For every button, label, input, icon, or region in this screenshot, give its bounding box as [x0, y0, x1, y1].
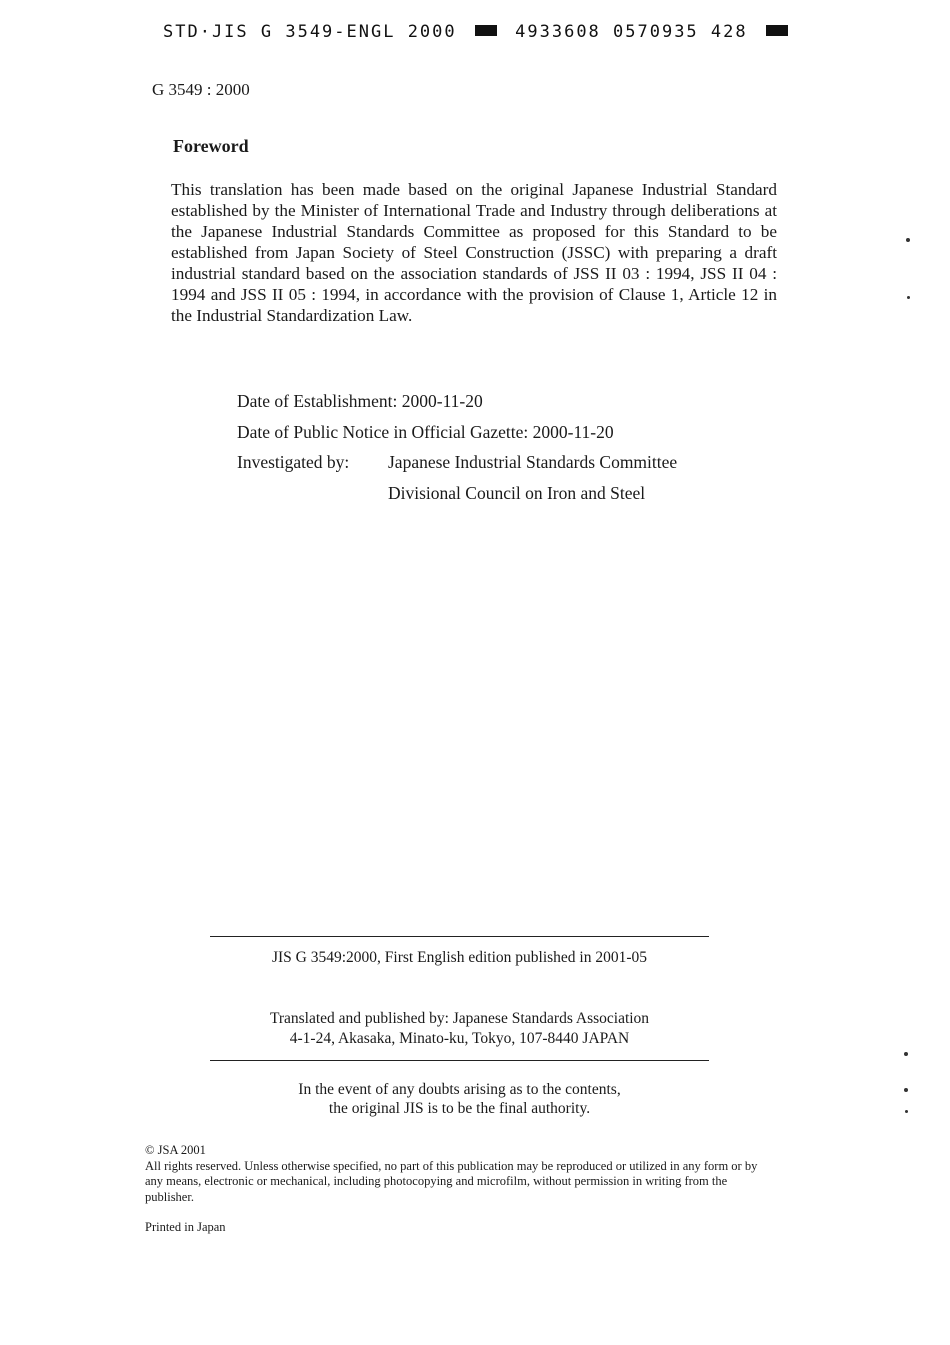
edition-line: JIS G 3549:2000, First English edition published in 2001-05: [271, 949, 648, 966]
scan-speck: [904, 1052, 908, 1056]
scan-header: [163, 22, 794, 42]
investigated-line-2: Divisional Council on Iron and Steel: [388, 482, 646, 503]
scan-speck: [905, 1110, 908, 1113]
header-code-b: 428: [710, 22, 748, 42]
publisher-block: [210, 1009, 709, 1049]
divider-top: [210, 936, 709, 937]
foreword-body: This translation has been made based on the original Japanese Industrial Standard established by the Minister of International Trade and Industry through deliberations at the Japanese Industrial Standards Committee as proposed for this Standard to be established from Japan Society of Steel Construction (JSSC) with preparing a draft industrial standard based on the association standards of JSS II 03 : 1994, JSS II 04 : 1994 and JSS II 05 : 1994, in accordance with the provision of Clause 1, Article 12 in the Industrial Standardization Law.: [171, 180, 777, 325]
authority-note: [210, 1080, 709, 1118]
investigated-row-2: [237, 478, 677, 509]
header-black-bar-2: [766, 25, 788, 36]
scan-speck: [906, 238, 910, 242]
scan-speck: [904, 1088, 908, 1092]
authority-line-2: the original JIS is to be the final authority.: [328, 1100, 591, 1117]
divider-bottom: [210, 1060, 709, 1061]
investigated-label: Investigated by:: [237, 452, 350, 472]
date-public-notice: Date of Public Notice in Official Gazette: 2000-11-20: [237, 421, 614, 442]
foreword-title: Foreword: [173, 136, 249, 156]
header-code-a: 4933608 0570935: [515, 22, 699, 42]
authority-line-1: In the event of any doubts arising as to the contents,: [298, 1081, 621, 1098]
document-number: G 3549 : 2000: [152, 80, 250, 99]
investigated-row: [237, 447, 677, 478]
copyright-rights: All rights reserved. Unless otherwise specified, no part of this publication may be reproduced or utilized in any form or by any means, electronic or mechanical, including photocopying and microfilm, without permission in writing from the publisher.: [145, 1158, 758, 1204]
date-establishment: Date of Establishment: 2000-11-20: [237, 391, 483, 411]
header-standard-id: STD·JIS G 3549-ENGL 2000: [163, 22, 457, 42]
copyright-block: [145, 1143, 775, 1205]
scan-speck: [907, 296, 910, 299]
publisher-address: 4-1-24, Akasaka, Minato-ku, Tokyo, 107-8440 JAPAN: [289, 1030, 630, 1047]
printed-in: Printed in Japan: [145, 1220, 226, 1234]
investigated-line-1: Japanese Industrial Standards Committee: [388, 452, 678, 472]
header-black-bar-1: [475, 25, 497, 36]
publisher-line-1: Translated and published by: Japanese Standards Association: [269, 1010, 650, 1027]
dates-block: [237, 386, 677, 508]
copyright-notice: © JSA 2001: [145, 1143, 206, 1157]
